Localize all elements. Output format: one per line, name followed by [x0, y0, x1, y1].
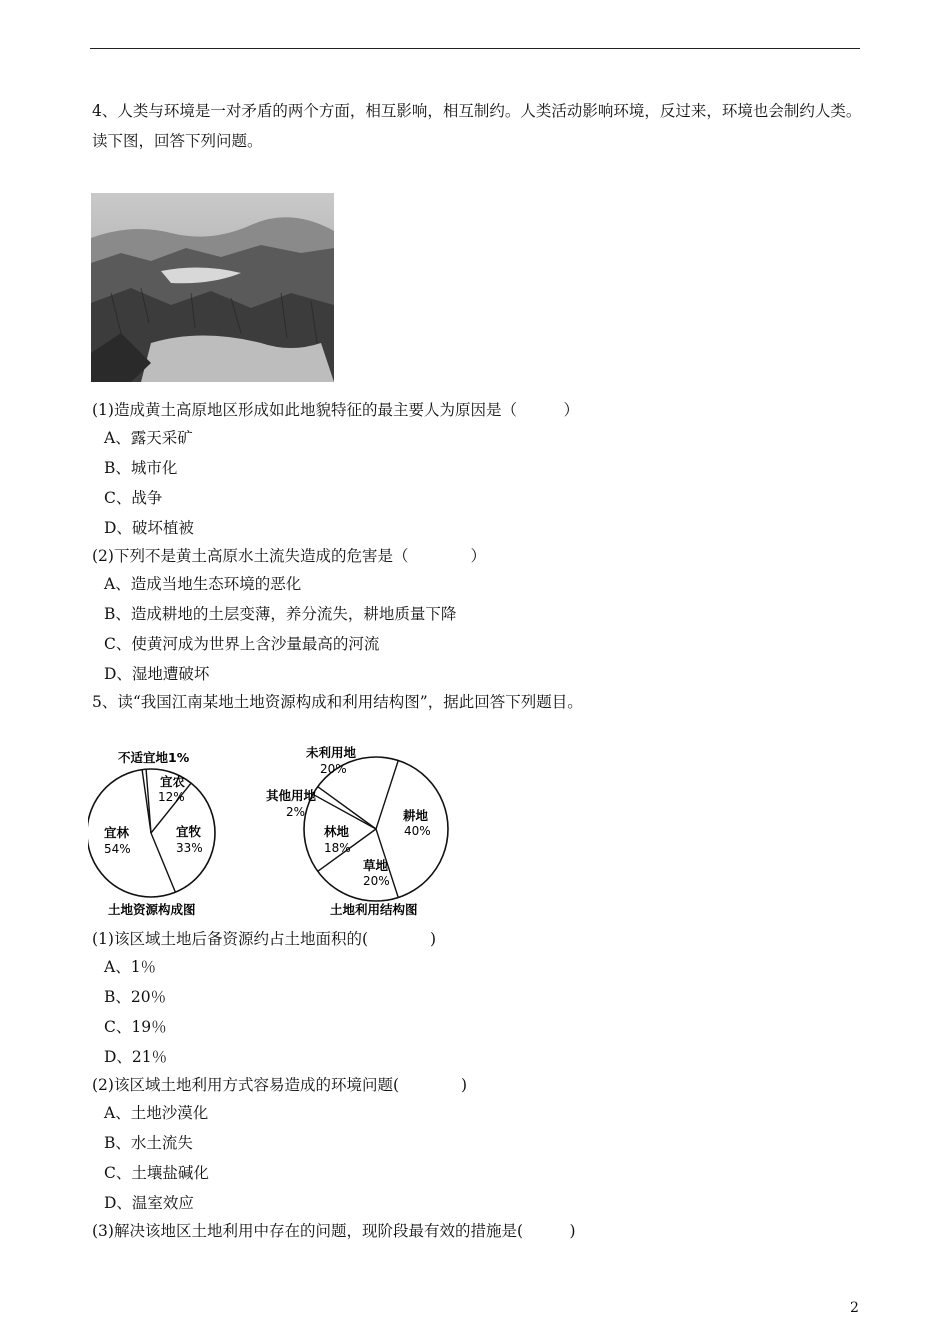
q5-sub1-option-c[interactable]: C、19％	[104, 1018, 167, 1036]
q4-sub1-stem: (1)造成黄土高原地区形成如此地貌特征的最主要人为原因是（ ）	[92, 401, 579, 419]
q4-sub2-option-b[interactable]: B、造成耕地的土层变薄，养分流失，耕地质量下降	[104, 605, 457, 623]
pie2-label-unused: 未利用地	[306, 745, 357, 760]
q4-sub1-option-a[interactable]: A、露天采矿	[104, 429, 193, 447]
pie1-value-pasture: 33%	[176, 841, 203, 855]
pie2-label-other: 其他用地	[266, 788, 317, 803]
q5-sub2-stem: (2)该区域土地利用方式容易造成的环境问题( )	[92, 1076, 468, 1094]
loess-plateau-photo	[91, 193, 334, 382]
pie2-slice-edge-0	[376, 761, 398, 829]
pie1-label-unsuitable: 不适宜地1%	[118, 750, 190, 765]
land-pie-charts	[88, 742, 468, 920]
header-rule	[90, 48, 860, 49]
q5-sub1-option-b[interactable]: B、20％	[104, 988, 167, 1006]
q5-sub1-stem: (1)该区域土地后备资源约占土地面积的( )	[92, 930, 437, 948]
pie2-title: 土地利用结构图	[330, 902, 418, 917]
page-number: 2	[850, 1300, 859, 1316]
pie1-label-pasture: 宜牧	[176, 824, 202, 839]
q4-sub2-stem: (2)下列不是黄土高原水土流失造成的危害是（ ）	[92, 547, 486, 565]
pie2-value-farmland: 40%	[404, 824, 431, 838]
pie2-slice-edge-4	[318, 787, 376, 829]
pie1-label-farm: 宜农	[160, 774, 186, 789]
pie2-value-grass: 20%	[363, 874, 390, 888]
q4-intro: 4、人类与环境是一对矛盾的两个方面，相互影响，相互制约。人类活动影响环境，反过来，环境也会制约人类。读下图，回答下列问题。	[92, 102, 862, 150]
q5-sub2-option-b[interactable]: B、水土流失	[104, 1134, 193, 1152]
q4-sub2-option-a[interactable]: A、造成当地生态环境的恶化	[104, 575, 302, 593]
q4-sub1-option-b[interactable]: B、城市化	[104, 459, 178, 477]
pie2-label-forest: 林地	[324, 824, 350, 839]
q5-sub2-option-a[interactable]: A、土地沙漠化	[104, 1104, 209, 1122]
q4-sub1-option-c[interactable]: C、战争	[104, 489, 163, 507]
pie1-value-farm: 12%	[158, 790, 185, 804]
pie2-label-farmland: 耕地	[403, 808, 429, 823]
pie1-title: 土地资源构成图	[108, 902, 196, 917]
pie1-slice-edge-3	[151, 833, 175, 892]
pie2-value-unused: 20%	[320, 762, 347, 776]
q4-sub1-option-d[interactable]: D、破坏植被	[104, 519, 194, 537]
pie2-label-grass: 草地	[363, 858, 389, 873]
pie2-value-forest: 18%	[324, 841, 351, 855]
pie2-value-other: 2%	[286, 805, 306, 819]
q5-sub2-option-d[interactable]: D、温室效应	[104, 1194, 194, 1212]
q5-sub3-stem: (3)解决该地区土地利用中存在的问题，现阶段最有效的措施是( )	[92, 1222, 576, 1240]
pie1-value-forest: 54%	[104, 842, 131, 856]
pie1-label-forest: 宜林	[104, 825, 130, 840]
q4-sub2-option-d[interactable]: D、湿地遭破坏	[104, 665, 210, 683]
q5-sub1-option-a[interactable]: A、1％	[104, 958, 157, 976]
q5-sub2-option-c[interactable]: C、土壤盐碱化	[104, 1164, 209, 1182]
q5-intro: 5、读“我国江南某地土地资源构成和利用结构图”，据此回答下列题目。	[92, 693, 583, 711]
q5-sub1-option-d[interactable]: D、21％	[104, 1048, 168, 1066]
q4-sub2-option-c[interactable]: C、使黄河成为世界上含沙量最高的河流	[104, 635, 380, 653]
